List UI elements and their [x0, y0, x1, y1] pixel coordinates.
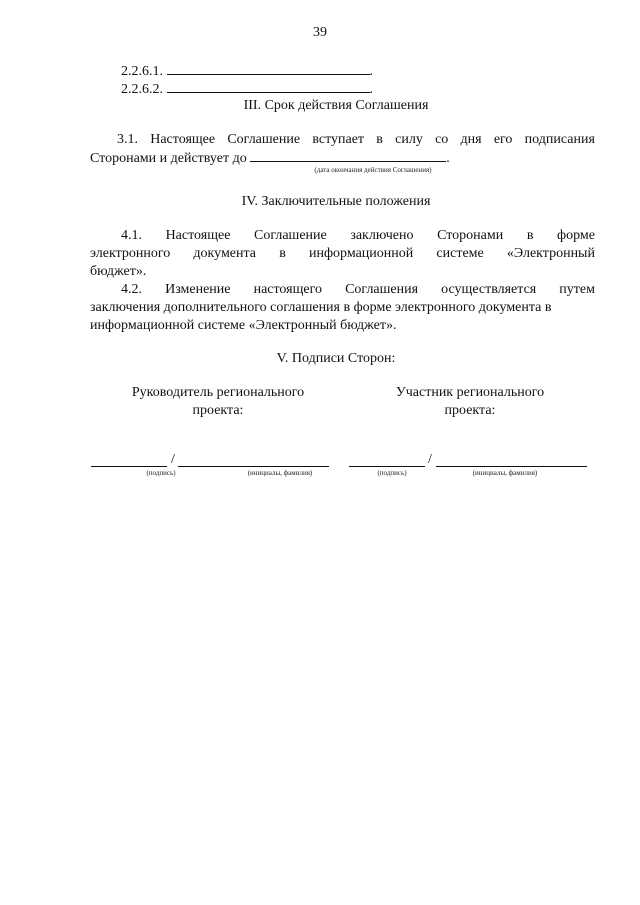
word: со	[435, 132, 449, 147]
item-number: 2.2.6.2.	[121, 82, 163, 97]
section-3-heading: III. Срок действия Соглашения	[243, 98, 429, 113]
word: Сторонами	[437, 228, 504, 243]
word: 4.2.	[121, 282, 142, 297]
right-initials-line	[436, 466, 587, 467]
word: заключено	[350, 228, 414, 243]
word: в	[376, 132, 383, 147]
item-end: .	[369, 64, 373, 79]
left-slash: /	[171, 452, 175, 467]
right-signature-caption: (подпись)	[377, 469, 407, 477]
word: Соглашения	[345, 282, 419, 297]
word: путем	[559, 282, 595, 297]
word: Изменение	[165, 282, 231, 297]
left-initials-line	[178, 466, 329, 467]
blank-line	[250, 149, 446, 162]
item-number: 2.2.6.1.	[121, 64, 163, 79]
paragraph-3-1-line-1	[117, 131, 595, 149]
word: Настоящее	[150, 132, 216, 147]
right-party-title	[360, 384, 580, 420]
paragraph-4-2-line-2: заключения дополнительного соглашения в форме электронного документа в	[90, 300, 552, 315]
word: документа	[193, 246, 257, 261]
section-4-heading: IV. Заключительные положения	[241, 194, 431, 209]
paragraph-4-1-line-3: бюджет».	[90, 264, 147, 279]
word: Соглашение	[253, 228, 327, 243]
word: Настоящее	[165, 228, 231, 243]
right-signature-line	[349, 466, 425, 467]
word: в	[526, 228, 534, 243]
paragraph-4-1-line-1	[121, 227, 595, 245]
word: силу	[395, 132, 423, 147]
left-signature-line	[91, 466, 167, 467]
list-item	[121, 62, 373, 81]
word: системе	[436, 246, 484, 261]
paragraph-4-1-line-2	[90, 245, 595, 263]
left-signature-caption: (подпись)	[146, 469, 176, 477]
right-initials-caption: (инициалы, фамилия)	[472, 469, 538, 477]
word: «Электронный	[506, 246, 595, 261]
word: 3.1.	[117, 132, 138, 147]
right-party-line-1: Участник регионального	[395, 385, 545, 400]
word: информационной	[308, 246, 414, 261]
word: в	[279, 246, 286, 261]
left-party-line-1: Руководитель регионального	[131, 385, 305, 400]
paragraph-4-2-line-1	[121, 281, 595, 299]
left-party-title	[108, 384, 328, 420]
section-5-heading: V. Подписи Сторон:	[276, 351, 396, 366]
paragraph-end: .	[446, 151, 450, 166]
blank-line	[167, 80, 370, 93]
word: форме	[557, 228, 595, 243]
word: электронного	[90, 246, 171, 261]
left-party-line-2: проекта:	[192, 403, 244, 418]
word: его	[493, 132, 513, 147]
word: вступает	[312, 132, 365, 147]
right-party-line-2: проекта:	[444, 403, 496, 418]
paragraph-text: Сторонами и действует до	[90, 151, 247, 166]
word: настоящего	[253, 282, 322, 297]
date-caption: (дата окончания действия Соглашения)	[314, 166, 432, 174]
word: дня	[460, 132, 482, 147]
item-end: .	[369, 82, 373, 97]
word: 4.1.	[121, 228, 142, 243]
word: подписания	[524, 132, 595, 147]
word: Соглашение	[227, 132, 301, 147]
page-number: 39	[313, 25, 327, 40]
blank-line	[167, 62, 370, 75]
left-initials-caption: (инициалы, фамилия)	[247, 469, 313, 477]
right-slash: /	[428, 452, 432, 467]
word: осуществляется	[441, 282, 537, 297]
paragraph-4-2-line-3: информационной системе «Электронный бюджет».	[90, 318, 397, 333]
